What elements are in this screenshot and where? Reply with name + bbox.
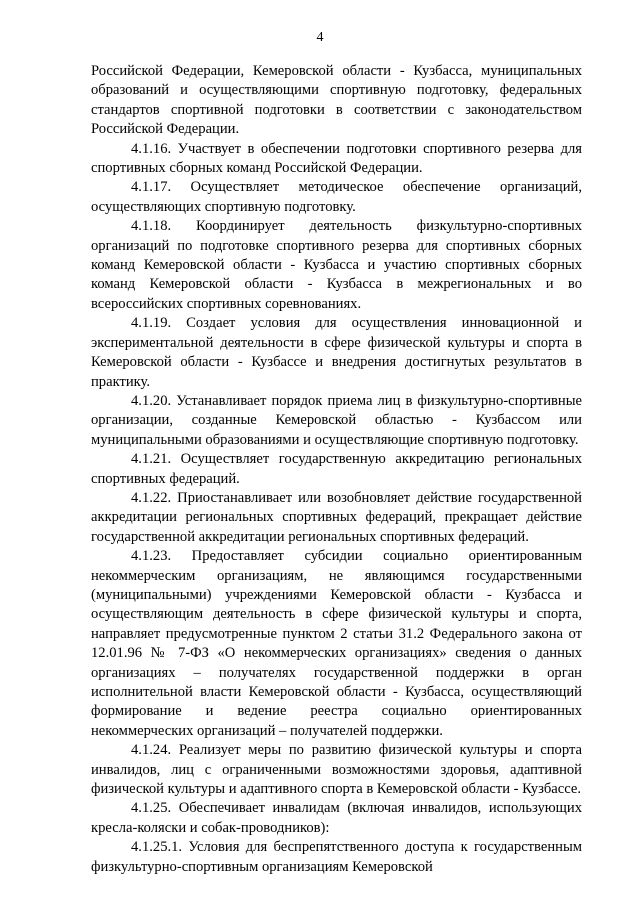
- paragraph-4-1-20: 4.1.20. Устанавливает порядок приема лиц в физкультурно-спортивные организации, созданные Кемеровской областью - Кузбассом или муниципальными образованиями и осуществляющие спортивную подготовку.: [91, 392, 582, 448]
- paragraph-continuation: Российской Федерации, Кемеровской области - Кузбасса, муниципальных образований и осуществляющими спортивную подготовку, федеральных стандартов спортивной подготовки в соответствии с законодательством Российской Федерации.: [91, 63, 582, 138]
- document-body: [91, 62, 582, 877]
- paragraph-4-1-25-1: 4.1.25.1. Условия для беспрепятственного доступа к государственным физкультурно-спортивным организациям Кемеровской: [91, 839, 582, 875]
- paragraph-4-1-21: 4.1.21. Осуществляет государственную аккредитацию региональных спортивных федераций.: [91, 451, 582, 487]
- paragraph-4-1-17: 4.1.17. Осуществляет методическое обеспечение организаций, осуществляющих спортивную подготовку.: [91, 179, 582, 215]
- paragraph-4-1-24: 4.1.24. Реализует меры по развитию физической культуры и спорта инвалидов, лиц с ограниченными возможностями здоровья, адаптивной физической культуры и адаптивного спорта в Кемеровской области - Кузбассе.: [91, 742, 582, 798]
- paragraph-4-1-23: 4.1.23. Предоставляет субсидии социально ориентированным некоммерческим организациям, не являющимся государственными (муниципальными) учреждениями Кемеровской области - Кузбасса и осуществляющим деятельность в сфере физической культуры и спорта, направляет предусмотренные пунктом 2 статьи 31.2 Федерального закона от 12.01.96 № 7-ФЗ «О некоммерческих организациях» сведения о данных организациях – получателях государственной поддержки в орган исполнительной власти Кемеровской области - Кузбасса, осуществляющий формирование и ведение реестра социально ориентированных некоммерческих организаций – получателей поддержки.: [91, 548, 582, 739]
- paragraph-4-1-18: 4.1.18. Координирует деятельность физкультурно-спортивных организаций по подготовке спортивного резерва для спортивных сборных команд Кемеровской области - Кузбасса и участию спортивных сборных команд Кемеровской области - Кузбасса в межрегиональных и во всероссийских спортивных соревнованиях.: [91, 218, 582, 312]
- page-number: 4: [316, 30, 324, 45]
- paragraph-4-1-25: 4.1.25. Обеспечивает инвалидам (включая инвалидов, использующих кресла-коляски и собак-проводников):: [91, 800, 582, 836]
- paragraph-4-1-22: 4.1.22. Приостанавливает или возобновляет действие государственной аккредитации региональных спортивных федераций, прекращает действие государственной аккредитации региональных спортивных федераций.: [91, 489, 582, 545]
- paragraph-4-1-19: 4.1.19. Создает условия для осуществления инновационной и экспериментальной деятельности в сфере физической культуры и спорта в Кемеровской области - Кузбассе и внедрения достигнутых результатов в практику.: [91, 315, 582, 390]
- paragraph-4-1-16: 4.1.16. Участвует в обеспечении подготовки спортивного резерва для спортивных сборных команд Российской Федерации.: [91, 140, 582, 177]
